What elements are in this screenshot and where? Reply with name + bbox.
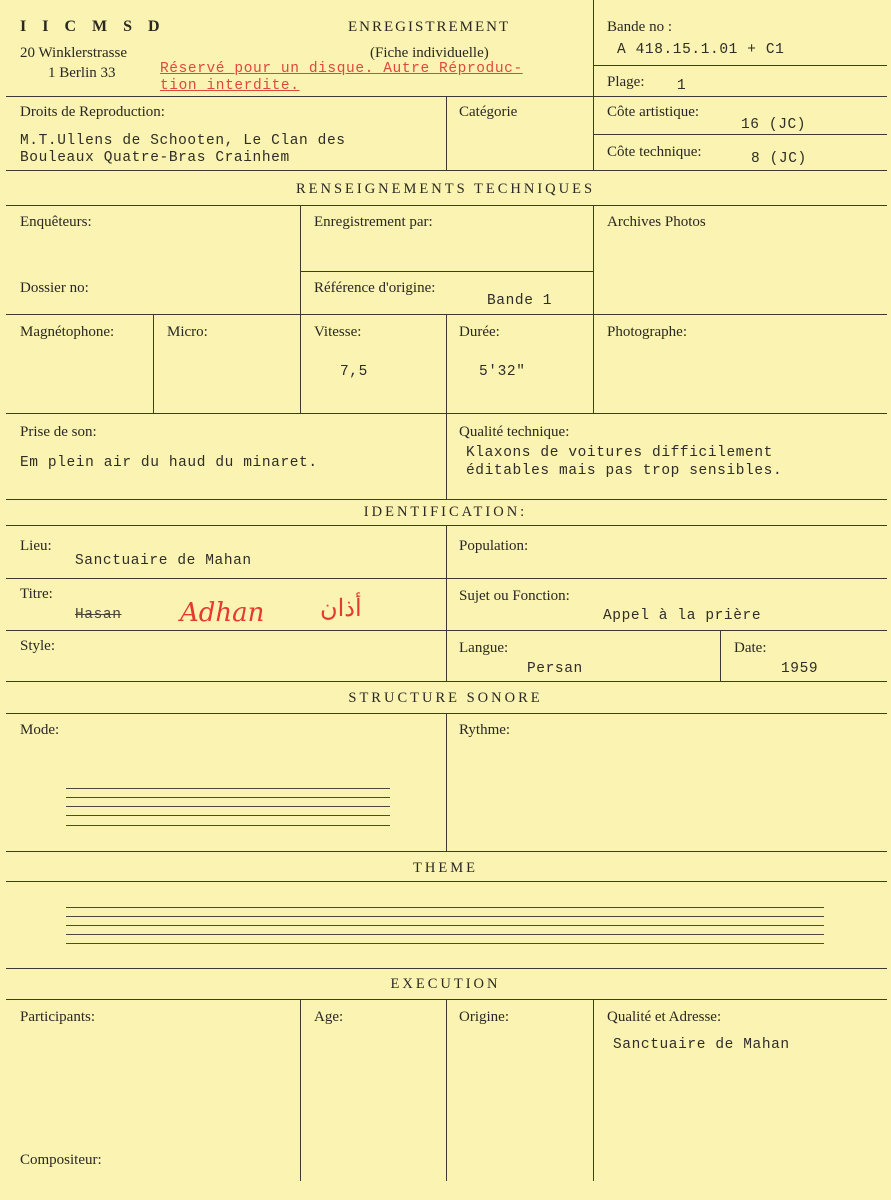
divider bbox=[593, 205, 594, 413]
divider bbox=[6, 881, 887, 882]
qualite-technique-value-line-1: Klaxons de voitures difficilement bbox=[466, 445, 773, 461]
divider bbox=[446, 96, 447, 170]
rythme-label: Rythme: bbox=[459, 722, 511, 738]
reference-label: Référence d'origine: bbox=[314, 280, 436, 296]
langue-label: Langue: bbox=[459, 640, 509, 656]
sujet-value: Appel à la prière bbox=[603, 608, 762, 624]
vitesse-label: Vitesse: bbox=[314, 324, 362, 340]
droits-value-line-2: Bouleaux Quatre-Bras Crainhem bbox=[20, 150, 290, 166]
date-label: Date: bbox=[734, 640, 767, 656]
staff-line bbox=[66, 806, 390, 807]
qualite-technique-value-line-2: éditables mais pas trop sensibles. bbox=[466, 463, 783, 479]
mode-label: Mode: bbox=[20, 722, 60, 738]
reserved-note-line-2: tion interdite. bbox=[160, 78, 300, 94]
droits-label: Droits de Reproduction: bbox=[20, 104, 165, 120]
divider bbox=[153, 314, 154, 413]
cote-artistique-value: 16 (JC) bbox=[741, 117, 807, 133]
enqueteurs-label: Enquêteurs: bbox=[20, 214, 92, 230]
enregistrement-par-label: Enregistrement par: bbox=[314, 214, 433, 230]
droits-value-line-1: M.T.Ullens de Schooten, Le Clan des bbox=[20, 133, 346, 149]
divider bbox=[6, 578, 887, 579]
staff-line bbox=[66, 797, 390, 798]
qualite-adresse-value: Sanctuaire de Mahan bbox=[613, 1037, 790, 1053]
origine-label: Origine: bbox=[459, 1009, 509, 1025]
divider bbox=[6, 968, 887, 969]
divider bbox=[720, 630, 721, 681]
divider bbox=[300, 205, 301, 413]
staff-line bbox=[66, 825, 390, 826]
lieu-value: Sanctuaire de Mahan bbox=[75, 553, 252, 569]
micro-label: Micro: bbox=[167, 324, 208, 340]
address-line-2: 1 Berlin 33 bbox=[48, 65, 116, 81]
archives-photos-label: Archives Photos bbox=[607, 214, 706, 230]
sujet-label: Sujet ou Fonction: bbox=[459, 588, 570, 604]
magnetophone-label: Magnétophone: bbox=[20, 324, 115, 340]
doc-subtitle: (Fiche individuelle) bbox=[370, 45, 489, 61]
participants-label: Participants: bbox=[20, 1009, 95, 1025]
divider bbox=[446, 999, 447, 1181]
divider bbox=[446, 314, 447, 499]
staff-line bbox=[66, 815, 390, 816]
style-label: Style: bbox=[20, 638, 56, 654]
prise-de-son-value: Em plein air du haud du minaret. bbox=[20, 455, 318, 471]
age-label: Age: bbox=[314, 1009, 344, 1025]
staff-line bbox=[66, 907, 824, 908]
divider bbox=[593, 65, 887, 66]
divider bbox=[6, 499, 887, 500]
divider bbox=[593, 999, 594, 1181]
section-renseignements-techniques: RENSEIGNEMENTS TECHNIQUES bbox=[295, 181, 596, 197]
cote-artistique-label: Côte artistique: bbox=[607, 104, 700, 120]
staff-line bbox=[66, 788, 390, 789]
dossier-label: Dossier no: bbox=[20, 280, 89, 296]
divider bbox=[6, 413, 887, 414]
qualite-technique-label: Qualité technique: bbox=[459, 424, 570, 440]
doc-title: ENREGISTREMENT bbox=[348, 19, 511, 35]
reference-value: Bande 1 bbox=[487, 293, 553, 309]
section-identification: IDENTIFICATION: bbox=[363, 504, 528, 520]
prise-de-son-label: Prise de son: bbox=[20, 424, 97, 440]
section-structure-sonore: STRUCTURE SONORE bbox=[348, 690, 543, 706]
reserved-note-line-1: Réservé pour un disque. Autre Réproduc- bbox=[160, 61, 523, 77]
section-theme: THEME bbox=[413, 860, 478, 876]
plage-label: Plage: bbox=[607, 74, 645, 90]
divider bbox=[6, 170, 887, 171]
compositeur-label: Compositeur: bbox=[20, 1152, 102, 1168]
staff-line bbox=[66, 934, 824, 935]
divider bbox=[593, 134, 887, 135]
divider bbox=[300, 271, 593, 272]
cote-technique-label: Côte technique: bbox=[607, 144, 702, 160]
duree-value: 5'32" bbox=[479, 364, 526, 380]
divider bbox=[446, 525, 447, 681]
langue-value: Persan bbox=[527, 661, 583, 677]
address-line-1: 20 Winklerstrasse bbox=[20, 45, 128, 61]
titre-label: Titre: bbox=[20, 586, 53, 602]
staff-line bbox=[66, 925, 824, 926]
divider bbox=[300, 999, 301, 1181]
section-execution: EXECUTION bbox=[390, 976, 501, 992]
staff-line bbox=[66, 916, 824, 917]
divider bbox=[6, 205, 887, 206]
titre-struck-value: Hasan bbox=[75, 607, 122, 623]
divider bbox=[446, 713, 447, 851]
photographe-label: Photographe: bbox=[607, 324, 687, 340]
lieu-label: Lieu: bbox=[20, 538, 52, 554]
categorie-label: Catégorie bbox=[459, 104, 518, 120]
qualite-adresse-label: Qualité et Adresse: bbox=[607, 1009, 722, 1025]
divider bbox=[6, 851, 887, 852]
staff-line bbox=[66, 943, 824, 944]
divider bbox=[6, 630, 887, 631]
bande-label: Bande no : bbox=[607, 19, 672, 35]
cote-technique-value: 8 (JC) bbox=[751, 151, 807, 167]
vitesse-value: 7,5 bbox=[340, 364, 368, 380]
population-label: Population: bbox=[459, 538, 529, 554]
divider bbox=[6, 681, 887, 682]
bande-value: A 418.15.1.01 + C1 bbox=[617, 42, 785, 58]
date-value: 1959 bbox=[781, 661, 819, 677]
duree-label: Durée: bbox=[459, 324, 500, 340]
institute-logo: I I C M S D bbox=[20, 18, 166, 35]
header-divider bbox=[593, 0, 594, 170]
plage-value: 1 bbox=[677, 78, 687, 94]
titre-handwritten-arabic: أذان bbox=[320, 594, 362, 622]
titre-handwritten: Adhan bbox=[180, 598, 265, 628]
